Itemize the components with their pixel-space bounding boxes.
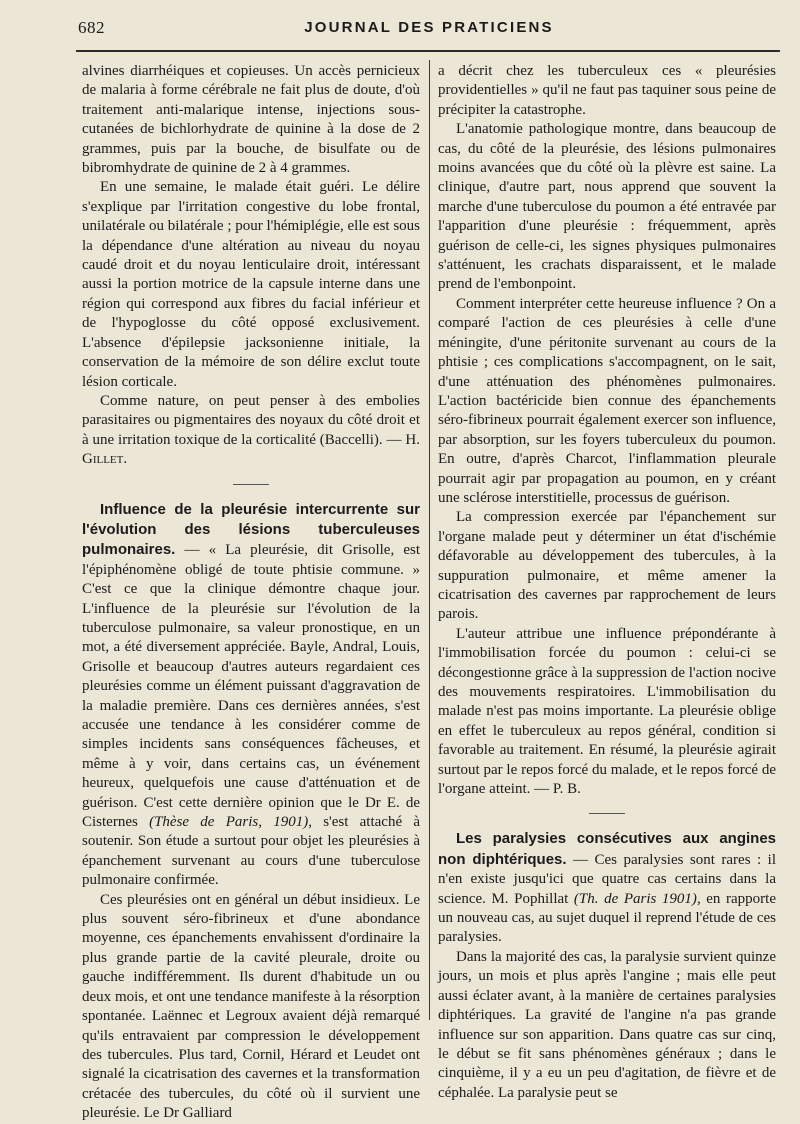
article-paragraph xyxy=(438,829,776,947)
paragraph-text: , en rapporte un nouveau cas, au sujet duquel il reprend l'étude de ces paralysies. xyxy=(438,890,776,946)
article-heading: Les paralysies consécutives aux angines non diphtériques. xyxy=(438,830,776,868)
paragraph: alvines diarrhéiques et copieuses. Un accès pernicieux de malaria à forme cérébrale ne fait plus de doute, d'où traitement anti-malarique intense, injections sous-cutanées de bichlorhydrate de quinine à la dose de 2 grammes, puis par la bouche, de bisulfate ou de bibromhydrate de quinine de 2 à 4 grammes. xyxy=(82,63,420,177)
paragraph: L'auteur attribue une influence prépondérante à l'immobilisation forcée du poumon : celui-ci se décongestionne grâce à la suppression de l'action nocive des mouvements respiratoires. L'immobilisation du malade n'est pas moins importante. La pleurésie oblige en effet le tuberculeux au repos général, condition si favorable au traitement. En résumé, la pleurésie agirait surtout par le repos forcé du malade, et le repos forcé de l'organe atteint. — P. B. xyxy=(438,625,776,798)
paragraph xyxy=(82,392,420,470)
article-paragraph xyxy=(82,500,420,891)
section-separator xyxy=(233,484,269,485)
column-divider xyxy=(429,60,430,1020)
page-number: 682 xyxy=(78,18,105,37)
section-separator xyxy=(589,813,625,814)
paragraph: Ces pleurésies ont en général un début insidieux. Le plus souvent séro-fibrineux et d'une abondance moyenne, ces épanchements envahissent d'ordinaire la plus grande partie de la cavité pleurale, droite ou gauche indifféremment. Ils durent d'habitude un ou deux mois, et ont une tendance manifeste à la résorption spontanée. Laënnec et Legroux avaient déjà remarqué qu'ils entravaient par compression le développement des tubercules. Plus tard, Cornil, Hérard et Leudet ont signalé la cicatrisation des cavernes et la transformation crétacée des tubercules, du côté où il survient une pleurésie. Le Dr Galliard xyxy=(82,891,420,1122)
paragraph-text: — « La pleurésie, dit Grisolle, est l'épiphénomène obligé de toute phtisie commune. » C'est ce que la clinique démontre chaque jour. L'influence de la pleurésie sur l'évolution de la tuberculose pulmonaire, sa valeur pronostique, en un mot, a été diversement appréciée. Bayle, Andral, Louis, Grisolle et beaucoup d'autres auteurs regardaient ces pleurésies comme un élément puissant d'aggravation de la maladie première. Dans ces dernières années, s'est accusée une tendance à les considérer comme de simples incidents sans conséquences fâcheuses, et même à y voir, dans certains cas, un événement heureux, quelquefois une cause d'atténuation et de guérison. C'est cette dernière opinion que le Dr E. de Cisternes xyxy=(82,542,420,831)
paragraph-text: , s'est attaché à soutenir. Son étude a surtout pour objet les pleurésies à épanchement survenant au cours d'une tuberculose pulmonaire confirmée. xyxy=(82,814,421,889)
author-signature: Gillet. xyxy=(82,451,128,468)
paragraph-text: Comme nature, on peut penser à des embolies parasitaires ou pigmentaires des noyaux du côté droit et à une irritation toxique de la corticalité (Baccelli). — H. xyxy=(82,392,420,448)
citation: (Thèse de Paris, 1901) xyxy=(149,814,309,831)
right-column xyxy=(438,62,776,1103)
left-column xyxy=(82,62,420,1124)
paragraph: La compression exercée par l'épanchement sur l'organe malade peut y déterminer un état d'ischémie défavorable au développement des tubercules, à la suppuration pulmonaire, et même amener la cicatrisation des cavernes par rapprochement de leurs parois. xyxy=(438,509,776,623)
journal-title: JOURNAL DES PRATICIENS xyxy=(304,19,554,36)
citation: (Th. de Paris 1901) xyxy=(573,890,697,907)
page-header xyxy=(78,18,780,44)
article-heading: Influence de la pleurésie intercurrente sur l'évolution des lésions tuberculeuses pulmonaires. xyxy=(82,500,420,559)
paragraph: En une semaine, le malade était guéri. Le délire s'explique par l'irritation congestive du lobe frontal, unilatérale ou bilatérale ; pour l'hémiplégie, elle est sous la dépendance d'une altération au niveau du noyau caudé droit et du noyau lenticulaire droit, intéressant aussi la portion motrice de la capsule interne dans une région qui correspond aux fibres du facial inférieur et de l'hypoglosse du côté opposé exclusivement. L'absence d'épilepsie jacksonienne initiale, la conservation de la mémoire de son délire exclut toute lésion corticale. xyxy=(82,179,421,390)
paragraph: Dans la majorité des cas, la paralysie survient quinze jours, un mois et plus après l'angine ; mais elle peut aussi éclater avant, à la manière de certaines paralysies diphtériques. La gravité de l'angine n'a pas grande influence sur son apparition. Dans quatre cas sur cinq, le début se fit sans phénomènes généraux ; dans le cinquième, il y a eu un peu d'agitation, de fièvre et de céphalée. La paralysie peut se xyxy=(438,948,776,1101)
paragraph: L'anatomie pathologique montre, dans beaucoup de cas, du côté de la pleurésie, des lésions pulmonaires moins avancées que du côté où la plèvre est saine. La clinique, d'autre part, nous apprend que souvent la marche d'une tuberculose du poumon a été entravée par l'apparition d'une pleurésie : fréquemment, après guérison de celle-ci, les signes physiques pulmonaires s'atténuent, les crachats disparaissent, et le malade prend de l'embonpoint. xyxy=(438,121,776,293)
header-rule xyxy=(76,50,780,52)
paragraph: a décrit chez les tuberculeux ces « pleurésies providentielles » qu'il ne faut pas taquiner sous peine de précipiter la catastrophe. xyxy=(438,63,776,118)
paragraph-text: — Ces paralysies sont rares : il n'en existe jusqu'ici que quatre cas certains dans la science. M. Pophillat xyxy=(438,851,776,907)
paragraph: Comment interpréter cette heureuse influence ? On a comparé l'action de ces pleurésies à celle d'une méningite, d'une péritonite survenant au cours de la phtisie ; ces complications s'accompagnent, on le sait, d'une atténuation des phénomènes pulmonaires. L'action bactéricide bien connue des épanchements séro-fibrineux pourrait également exercer son influence, par absorption, sur les foyers tuberculeux du poumon. En outre, d'après Charcot, l'inflammation pleurale pourrait agir par propagation au poumon, en y créant une sclérose interstitielle, processus de guérison. xyxy=(438,295,776,506)
